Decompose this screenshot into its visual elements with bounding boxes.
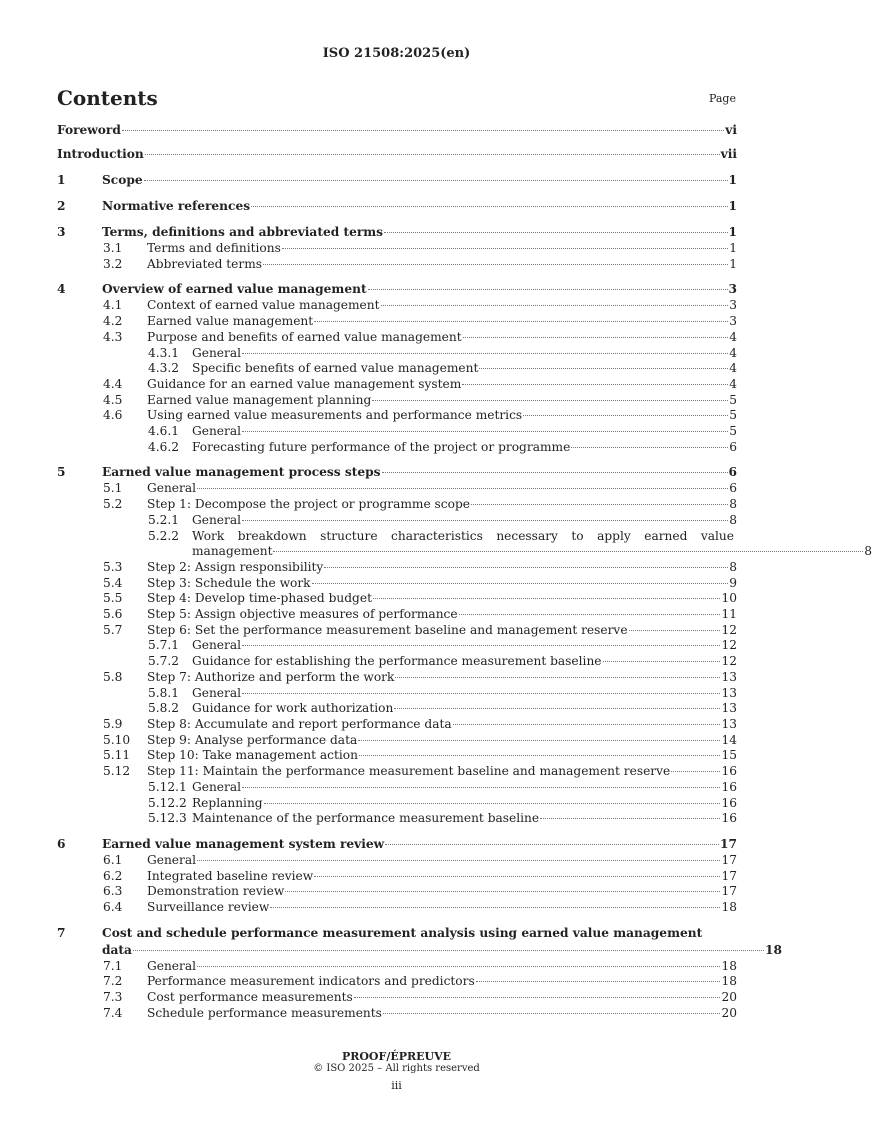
dot-leader (242, 431, 728, 432)
toc-entry[interactable] (57, 974, 737, 990)
toc-entry-title: Performance measurement indicators and predictors (147, 974, 475, 989)
toc-entry-title: Integrated baseline review (147, 868, 314, 883)
toc-entry-title: Step 2: Assign responsibility (147, 559, 324, 574)
toc-entry-number: 4.4 (103, 376, 123, 391)
toc-entry-number: 5.3 (103, 559, 123, 574)
toc-entry[interactable] (57, 670, 737, 686)
toc-entry-title: Normative references (102, 199, 251, 213)
toc-entry-page: 8 (729, 559, 737, 574)
toc-entry[interactable] (57, 346, 737, 362)
toc-entry-title: Forecasting future performance of the project or programme (192, 439, 571, 454)
toc-entry-page: 18 (721, 900, 737, 915)
toc-entry[interactable] (57, 623, 737, 639)
toc-entry-title: management (192, 544, 273, 559)
toc-entry-page: 12 (721, 638, 737, 653)
dot-leader (358, 740, 720, 741)
dot-leader (395, 677, 720, 678)
dot-leader (381, 305, 729, 306)
toc-entry-number: 7.2 (103, 974, 123, 989)
toc-entry-page: 13 (721, 716, 737, 731)
toc-entry-title: Cost and schedule performance measurement analysis using earned value management (102, 925, 703, 940)
toc-entry-title: Abbreviated terms (147, 256, 263, 271)
toc-entry-number: 5.9 (103, 716, 123, 731)
dot-leader (479, 368, 728, 369)
dot-leader (122, 130, 724, 131)
toc-entry-number: 5.8 (103, 669, 123, 684)
toc-entry-number: 1 (57, 173, 66, 187)
toc-entry-number: 3.2 (103, 256, 123, 271)
toc-entry-number: 6.1 (103, 852, 123, 867)
dot-leader (242, 787, 720, 788)
toc-entry-page: 15 (721, 748, 737, 763)
dot-leader (385, 844, 719, 845)
page-column-label: Page (708, 92, 736, 105)
toc-entry[interactable] (57, 146, 737, 163)
toc-entry-title: General (192, 424, 241, 439)
dot-leader (523, 415, 728, 416)
toc-entry-title: Demonstration review (147, 884, 285, 899)
toc-entry-page: 6 (729, 439, 737, 454)
toc-entry-number: 5.12.3 (148, 811, 187, 826)
toc-entry-title: General (147, 481, 196, 496)
toc-entry[interactable] (57, 560, 737, 576)
toc-entry[interactable] (57, 122, 737, 139)
dot-leader (197, 488, 728, 489)
dot-leader (314, 876, 720, 877)
dot-leader (273, 551, 863, 552)
toc-entry-number: 4 (57, 282, 66, 297)
toc-entry-title: General (192, 685, 241, 700)
toc-entry-page: 4 (729, 329, 737, 344)
toc-entry-page: 8 (729, 497, 737, 512)
toc-entry-title: Purpose and benefits of earned value management (147, 329, 462, 344)
toc-entry-title: General (192, 512, 241, 527)
toc-entry-title: Step 4: Develop time-phased budget (147, 591, 372, 606)
dot-leader (133, 950, 764, 951)
toc-entry-number: 5.12 (103, 764, 131, 779)
toc-entry[interactable] (57, 172, 737, 189)
toc-entry-title: Guidance for work authorization (192, 701, 394, 716)
dot-leader (629, 630, 721, 631)
toc-entry-page: 16 (721, 811, 737, 826)
toc-entry[interactable] (57, 224, 737, 241)
toc-entry-page: 12 (721, 654, 737, 669)
toc-entry-number: 4.3 (103, 329, 123, 344)
toc-entry-title: Scope (102, 173, 143, 187)
toc-entry-number: 5.8.1 (148, 685, 180, 700)
toc-entry[interactable] (57, 481, 737, 497)
toc-entry[interactable] (57, 990, 737, 1006)
toc-entry[interactable] (57, 733, 737, 749)
toc-entry-page: 9 (729, 575, 737, 590)
toc-entry-title: Step 5: Assign objective measures of performance (147, 607, 458, 622)
toc-entry-number: 5.11 (103, 748, 131, 763)
toc-entry-title: Step 8: Accumulate and report performance data (147, 716, 452, 731)
toc-entry-number: 5.10 (103, 732, 131, 747)
dot-leader (471, 504, 728, 505)
dot-leader (312, 583, 729, 584)
toc-entry-page: 10 (721, 591, 737, 606)
toc-entry-page: 3 (729, 314, 737, 329)
proof-label: PROOF/ÉPREUVE (341, 1050, 452, 1063)
dot-leader (384, 232, 727, 233)
toc-entry-number: 4.5 (103, 392, 123, 407)
dot-leader (282, 248, 728, 249)
toc-entry[interactable] (57, 330, 737, 346)
toc-entry[interactable] (57, 1006, 737, 1022)
toc-entry-number: 5.12.1 (148, 779, 187, 794)
toc-entry-page: vii (720, 147, 737, 161)
dot-leader (383, 1013, 721, 1014)
toc-entry[interactable] (57, 811, 737, 827)
dot-leader (145, 154, 720, 155)
dot-leader (144, 180, 728, 181)
toc-entry[interactable] (57, 654, 737, 670)
toc-entry[interactable] (57, 241, 737, 257)
toc-entry[interactable] (57, 408, 737, 424)
toc-entry[interactable] (57, 748, 737, 764)
toc-entry-page: vi (725, 123, 737, 137)
dot-leader (372, 400, 728, 401)
dot-leader (359, 755, 721, 756)
toc-entry-number: 2 (57, 199, 66, 213)
toc-entry[interactable] (57, 638, 737, 654)
toc-entry-page: 18 (765, 942, 782, 957)
toc-entry-title: General (192, 779, 241, 794)
toc-entry-number: 7.3 (103, 990, 123, 1005)
toc-entry-number: 5.6 (103, 607, 123, 622)
table-of-contents (57, 122, 872, 1022)
toc-entry[interactable] (57, 440, 737, 456)
dot-leader (463, 337, 729, 338)
toc-entry-title: data (102, 942, 132, 957)
toc-entry-title: Introduction (57, 147, 144, 161)
toc-entry-page: 1 (729, 241, 737, 255)
toc-entry[interactable] (57, 869, 737, 885)
copyright-notice: © ISO 2025 – All rights reserved (313, 1063, 480, 1074)
dot-leader (671, 771, 720, 772)
toc-entry-title: Context of earned value management (147, 298, 380, 313)
dot-leader (540, 818, 720, 819)
toc-entry-title: Maintenance of the performance measurement baseline (192, 811, 540, 826)
toc-entry-page: 14 (721, 732, 737, 747)
toc-entry[interactable] (57, 528, 872, 560)
toc-entry-page: 3 (728, 282, 737, 297)
dot-leader (314, 321, 728, 322)
toc-entry-number: 4.6.1 (148, 424, 180, 439)
toc-entry[interactable] (57, 298, 737, 314)
dot-leader (354, 997, 721, 998)
toc-entry-title: Schedule performance measurements (147, 1005, 382, 1020)
toc-entry-page: 17 (721, 868, 737, 883)
toc-entry-title: Step 10: Take management action (147, 748, 358, 763)
toc-entry-number: 5.4 (103, 575, 123, 590)
toc-entry[interactable] (57, 591, 737, 607)
toc-entry[interactable] (57, 884, 737, 900)
toc-entry-title: Cost performance measurements (147, 990, 353, 1005)
dot-leader (324, 567, 728, 568)
toc-entry-title: Step 9: Analyse performance data (147, 732, 358, 747)
toc-entry-page: 11 (721, 607, 737, 622)
toc-entry-page: 16 (721, 795, 737, 810)
toc-entry-page: 1 (728, 225, 737, 239)
toc-entry-title: Earned value management (147, 314, 314, 329)
toc-entry-page: 6 (728, 465, 737, 480)
toc-entry-title: General (192, 345, 241, 360)
toc-entry-page: 17 (721, 884, 737, 899)
toc-entry-page: 12 (721, 622, 737, 637)
toc-entry[interactable] (57, 497, 737, 513)
toc-entry-number: 4.1 (103, 298, 123, 313)
toc-entry-title: Foreword (57, 123, 121, 137)
toc-entry-number: 6.3 (103, 884, 123, 899)
toc-entry-number: 5.8.2 (148, 701, 180, 716)
toc-entry[interactable] (57, 257, 737, 273)
toc-entry-page: 16 (721, 779, 737, 794)
toc-entry-page: 5 (729, 392, 737, 407)
dot-leader (264, 803, 721, 804)
toc-entry-title: Earned value management planning (147, 392, 372, 407)
toc-entry-page: 4 (729, 361, 737, 376)
dot-leader (242, 645, 720, 646)
toc-entry-page: 1 (728, 173, 737, 187)
dot-leader (197, 860, 720, 861)
toc-entry-title: Work breakdown structure characteristics necessary to apply earned value (192, 528, 734, 543)
toc-entry-title: Step 3: Schedule the work (147, 575, 311, 590)
dot-leader (263, 264, 728, 265)
toc-entry-page: 13 (721, 701, 737, 716)
toc-entry[interactable] (57, 836, 737, 853)
toc-entry-title: Step 11: Maintain the performance measurement baseline and management reserve (147, 764, 671, 779)
toc-entry-number: 5 (57, 465, 66, 480)
toc-entry-number: 4.3.1 (148, 345, 180, 360)
toc-entry-number: 5.7.1 (148, 638, 180, 653)
toc-entry-number: 3 (57, 225, 66, 239)
toc-entry-number: 6 (57, 836, 66, 851)
toc-entry-number: 4.6 (103, 408, 123, 423)
toc-entry[interactable] (57, 764, 737, 780)
toc-entry-page: 20 (721, 1005, 737, 1020)
toc-entry-title: Guidance for establishing the performance measurement baseline (192, 654, 602, 669)
toc-entry-title: Step 1: Decompose the project or programme scope (147, 497, 470, 512)
toc-entry-number: 5.12.2 (148, 795, 187, 810)
toc-entry[interactable] (57, 925, 782, 959)
toc-entry-number: 4.3.2 (148, 361, 180, 376)
dot-leader (459, 614, 721, 615)
toc-entry-page: 17 (720, 836, 737, 851)
dot-leader (603, 661, 721, 662)
toc-entry[interactable] (57, 361, 737, 377)
toc-entry[interactable] (57, 717, 737, 733)
toc-entry-number: 7.4 (103, 1005, 123, 1020)
toc-entry-title: General (147, 958, 196, 973)
dot-leader (373, 598, 721, 599)
document-header: ISO 21508:2025(en) (322, 46, 471, 61)
toc-entry[interactable] (57, 796, 737, 812)
toc-entry-number: 4.2 (103, 314, 123, 329)
toc-entry-page: 4 (729, 345, 737, 360)
toc-entry-title: Step 6: Set the performance measurement baseline and management reserve (147, 622, 628, 637)
dot-leader (394, 708, 720, 709)
toc-entry-number: 3.1 (103, 241, 123, 255)
toc-entry[interactable] (57, 607, 737, 623)
toc-entry-title: Step 7: Authorize and perform the work (147, 669, 395, 684)
toc-entry-page: 8 (729, 512, 737, 527)
toc-entry[interactable] (57, 853, 737, 869)
toc-entry[interactable] (57, 900, 737, 916)
dot-leader (251, 206, 727, 207)
page-title: Contents (57, 86, 158, 110)
toc-entry-number: 7 (57, 925, 66, 940)
dot-leader (270, 907, 720, 908)
toc-entry[interactable] (57, 780, 737, 796)
toc-entry-title: General (192, 638, 241, 653)
toc-entry[interactable] (57, 424, 737, 440)
page-footer (0, 1051, 793, 1092)
toc-entry-number: 5.2.1 (148, 512, 180, 527)
dot-leader (242, 693, 720, 694)
toc-entry-number: 4.6.2 (148, 439, 180, 454)
toc-entry-title: Terms, definitions and abbreviated terms (102, 225, 384, 239)
toc-entry-title: Surveillance review (147, 900, 270, 915)
toc-entry-page: 18 (721, 974, 737, 989)
toc-entry-title: Terms and definitions (147, 241, 281, 255)
toc-entry-page: 4 (729, 376, 737, 391)
dot-leader (476, 981, 721, 982)
dot-leader (242, 353, 728, 354)
toc-entry-number: 5.7 (103, 622, 123, 637)
toc-entry-page: 3 (729, 298, 737, 313)
page-number: iii (391, 1079, 402, 1092)
toc-entry-title: Earned value management process steps (102, 465, 381, 480)
toc-entry-page: 13 (721, 685, 737, 700)
toc-entry[interactable] (57, 314, 737, 330)
toc-entry-title: Guidance for an earned value management system (147, 376, 462, 391)
toc-entry-page: 16 (721, 764, 737, 779)
toc-entry-title: Replanning (192, 795, 263, 810)
toc-entry[interactable] (57, 959, 737, 975)
toc-entry-title: Using earned value measurements and performance metrics (147, 408, 523, 423)
dot-leader (382, 472, 728, 473)
toc-entry-page: 1 (729, 256, 737, 271)
toc-entry-page: 20 (721, 990, 737, 1005)
dot-leader (242, 520, 728, 521)
toc-entry-page: 5 (729, 408, 737, 423)
toc-entry[interactable] (57, 281, 737, 298)
dot-leader (571, 447, 728, 448)
toc-entry-page: 18 (721, 958, 737, 973)
toc-entry-number: 7.1 (103, 958, 123, 973)
dot-leader (285, 891, 720, 892)
toc-entry[interactable] (57, 377, 737, 393)
dot-leader (462, 384, 728, 385)
toc-entry[interactable] (57, 686, 737, 702)
toc-entry-page: 1 (728, 199, 737, 213)
toc-entry[interactable] (57, 393, 737, 409)
toc-entry[interactable] (57, 464, 737, 481)
toc-entry[interactable] (57, 198, 737, 215)
toc-entry-number: 6.2 (103, 868, 123, 883)
toc-entry-page: 13 (721, 669, 737, 684)
toc-entry-page: 6 (729, 481, 737, 496)
toc-entry[interactable] (57, 513, 737, 529)
toc-entry-number: 5.2 (103, 497, 123, 512)
toc-entry-title: Overview of earned value management (102, 282, 367, 297)
toc-entry[interactable] (57, 576, 737, 592)
toc-entry[interactable] (57, 701, 737, 717)
toc-entry-number: 6.4 (103, 900, 123, 915)
toc-entry-number: 5.1 (103, 481, 123, 496)
toc-entry-title: Specific benefits of earned value management (192, 361, 479, 376)
toc-entry-page: 8 (864, 544, 872, 559)
toc-entry-page: 17 (721, 852, 737, 867)
toc-entry-number: 5.2.2 (148, 528, 180, 543)
toc-entry-title: Earned value management system review (102, 836, 385, 851)
toc-entry-number: 5.7.2 (148, 654, 180, 669)
toc-entry-page: 5 (729, 424, 737, 439)
toc-entry-title: General (147, 852, 196, 867)
dot-leader (453, 724, 721, 725)
dot-leader (197, 966, 720, 967)
dot-leader (368, 289, 728, 290)
toc-entry-number: 5.5 (103, 591, 123, 606)
